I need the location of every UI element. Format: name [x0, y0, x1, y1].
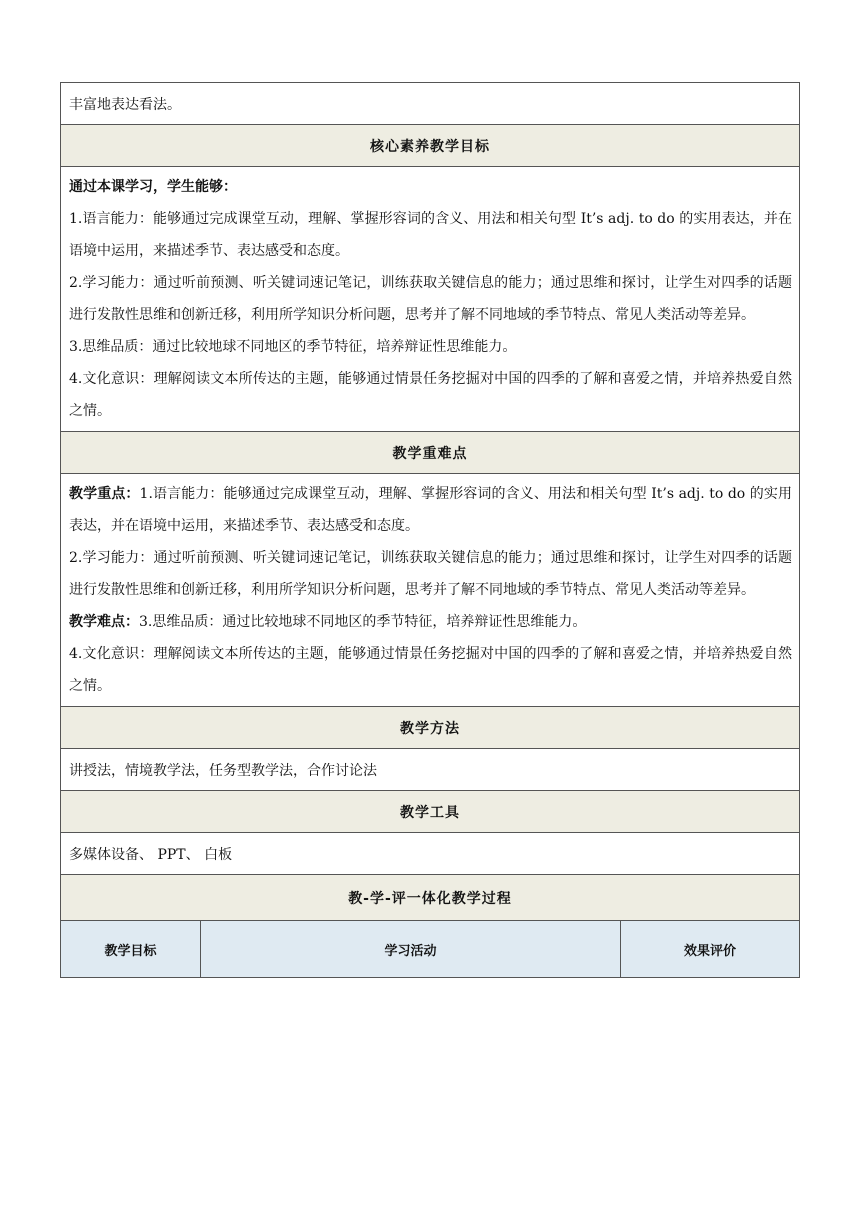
focus-paragraph [69, 478, 792, 542]
focus-item-2: 2.学习能力：通过听前预测、听关键词速记笔记，训练获取关键信息的能力；通过思维和探讨，让学生对四季的话题进行发散性思维和创新迁移，利用所学知识分析问题，思考并了解不同地域的季节特点、常见人类活动等差异。 [69, 550, 792, 598]
focus-item-1: 1.语言能力：能够通过完成课堂互动，理解、掌握形容词的含义、用法和相关句型 It’s adj. to do 的实用表达，并在语境中运用，来描述季节、表达感受和态度。 [69, 486, 792, 534]
tools-text: 多媒体设备、 PPT、 白板 [69, 846, 233, 863]
difficulty-paragraph [69, 606, 792, 638]
method-text: 讲授法，情境教学法，任务型教学法，合作讨论法 [69, 762, 377, 779]
core-goals-body [61, 167, 799, 432]
difficulty-item-4: 4.文化意识：理解阅读文本所传达的主题，能够通过情景任务挖掘对中国的四季的了解和喜爱之情，并培养热爱自然之情。 [69, 646, 792, 694]
lesson-plan-table [60, 82, 800, 978]
core-goal-item: 1.语言能力：能够通过完成课堂互动，理解、掌握形容词的含义、用法和相关句型 It’s adj. to do 的实用表达，并在语境中运用，来描述季节、表达感受和态度。 [69, 211, 792, 259]
difficulty-label: 教学难点： [69, 614, 139, 630]
core-goals-header [61, 125, 799, 167]
method-header [61, 707, 799, 749]
intro-tail-text: 丰富地表达看法。 [69, 96, 181, 113]
keypoints-header [61, 432, 799, 474]
keypoints-title: 教学重难点 [392, 445, 468, 462]
focus-label: 教学重点： [69, 486, 140, 502]
keypoints-body [61, 474, 799, 707]
column-header-evaluation: 效果评价 [683, 943, 736, 959]
tools-header [61, 791, 799, 833]
method-row [61, 749, 799, 791]
core-goals-title: 核心素养教学目标 [370, 138, 490, 155]
column-header-goal: 教学目标 [61, 921, 201, 977]
process-title: 教-学-评一体化教学过程 [348, 890, 512, 907]
core-goal-item: 4.文化意识：理解阅读文本所传达的主题，能够通过情景任务挖掘对中国的四季的了解和喜爱之情，并培养热爱自然之情。 [69, 371, 792, 419]
tools-row [61, 833, 799, 875]
process-column-headers [61, 921, 799, 977]
tools-title: 教学工具 [400, 804, 460, 821]
core-goal-item: 3.思维品质：通过比较地球不同地区的季节特征，培养辩证性思维能力。 [69, 339, 517, 355]
core-goal-item: 2.学习能力：通过听前预测、听关键词速记笔记，训练获取关键信息的能力；通过思维和探讨，让学生对四季的话题进行发散性思维和创新迁移，利用所学知识分析问题，思考并了解不同地域的季节特点、常见人类活动等差异。 [69, 275, 792, 323]
core-goals-lead: 通过本课学习，学生能够： [69, 179, 237, 195]
process-header [61, 875, 799, 921]
column-header-activity: 学习活动 [201, 921, 621, 977]
method-title: 教学方法 [400, 720, 460, 737]
difficulty-item-3: 3.思维品质：通过比较地球不同地区的季节特征，培养辩证性思维能力。 [139, 614, 587, 630]
intro-tail-row [61, 83, 799, 125]
